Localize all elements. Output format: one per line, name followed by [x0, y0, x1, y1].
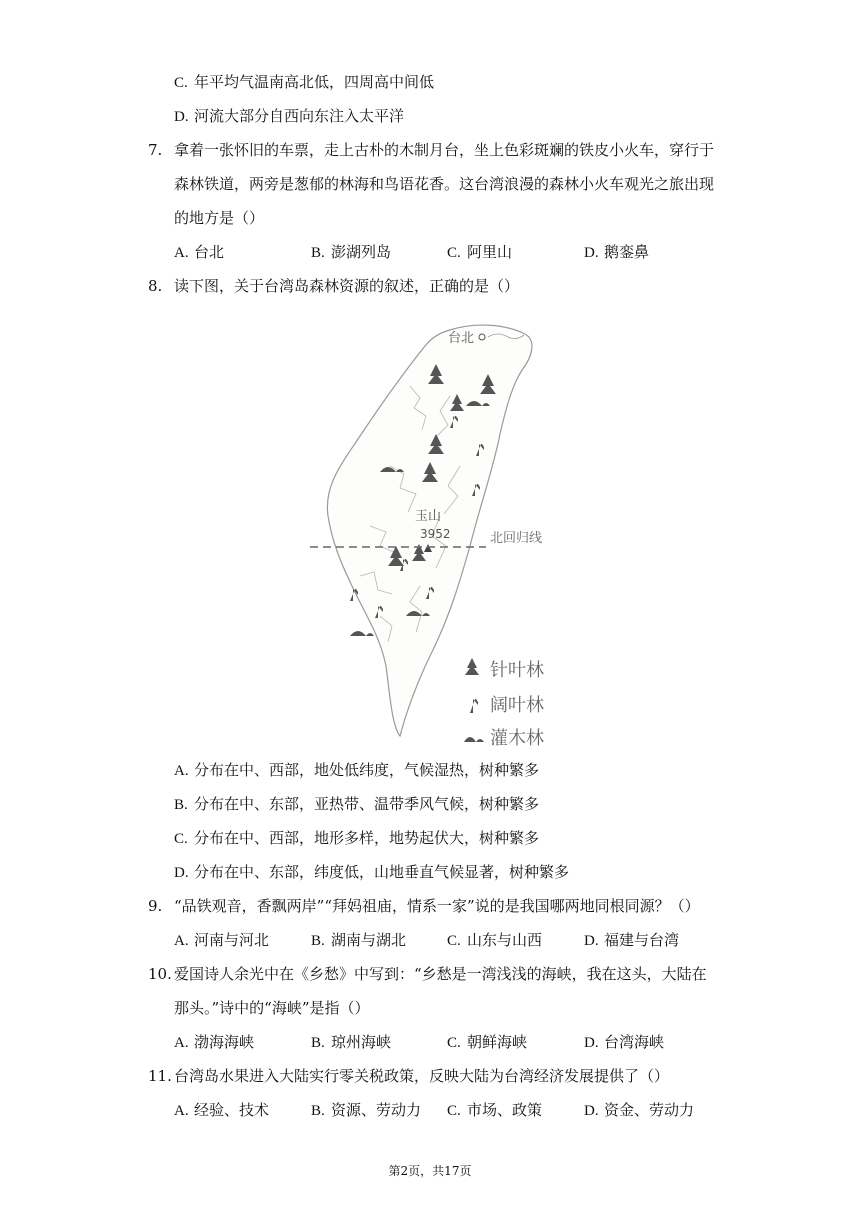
- q10-option-b: B. 琼州海峡: [311, 1033, 392, 1051]
- q9-option-d: D. 福建与台湾: [584, 931, 680, 949]
- q11-stem: 台湾岛水果进入大陆实行零关税政策，反映大陆为台湾经济发展提供了（）: [174, 1067, 670, 1085]
- q7-option-a: A. 台北: [174, 243, 225, 261]
- q9-option-a: A. 河南与河北: [174, 931, 270, 949]
- q11-option-d: D. 资金、劳动力: [584, 1101, 695, 1119]
- yushan-label: 玉山: [415, 509, 442, 524]
- q7-stem-line-3: 的地方是（）: [174, 209, 265, 227]
- q10-number: 10.: [148, 965, 172, 983]
- q10-stem-line-1: 爱国诗人余光中在《乡愁》中写到：“乡愁是一湾浅浅的海峡，我在这头，大陆在: [174, 965, 707, 983]
- q9-number: 9.: [148, 897, 163, 915]
- q8-option-d: D. 分布在中、东部，纬度低，山地垂直气候显著，树种繁多: [174, 863, 570, 881]
- q7-number: 7.: [148, 141, 163, 159]
- q6-option-c: C. 年平均气温南高北低，四周高中间低: [174, 73, 435, 91]
- q10-stem-line-2: 那头。”诗中的“海峡”是指（）: [174, 999, 370, 1017]
- q8-number: 8.: [148, 277, 163, 295]
- q8-stem: 读下图，关于台湾岛森林资源的叙述，正确的是（）: [174, 277, 520, 295]
- q11-option-a: A. 经验、技术: [174, 1101, 270, 1119]
- legend-broadleaf-label: 阔叶林: [490, 695, 544, 716]
- q10-option-c: C. 朝鲜海峡: [447, 1033, 528, 1051]
- q7-stem-line-1: 拿着一张怀旧的车票，走上古朴的木制月台，坐上色彩斑斓的铁皮小火车，穿行于: [174, 141, 715, 159]
- q9-stem: “品铁观音，香飘两岸”“拜妈祖庙，情系一家”说的是我国哪两地同根同源？（）: [174, 897, 700, 915]
- tropic-label: 北回归线: [490, 531, 543, 546]
- q7-option-b: B. 澎湖列岛: [311, 243, 392, 261]
- taipei-label: 台北: [448, 331, 475, 346]
- legend-shrub-icon: [464, 737, 484, 742]
- q7-option-c: C. 阿里山: [447, 243, 513, 261]
- q10-option-d: D. 台湾海峡: [584, 1033, 665, 1051]
- q7-option-d: D. 鹅銮鼻: [584, 243, 650, 261]
- legend-conifer-icon: [465, 658, 479, 675]
- legend-shrub-label: 灌木林: [490, 728, 544, 749]
- q11-option-b: B. 资源、劳动力: [311, 1101, 422, 1119]
- q8-option-a: A. 分布在中、西部，地处低纬度，气候湿热，树种繁多: [174, 761, 540, 779]
- yushan-height: 3952: [420, 527, 451, 541]
- legend-broadleaf-icon: [470, 699, 478, 713]
- taiwan-forest-map: [300, 316, 570, 756]
- q9-option-c: C. 山东与山西: [447, 931, 543, 949]
- q6-option-d: D. 河流大部分自西向东注入太平洋: [174, 107, 405, 125]
- q10-option-a: A. 渤海海峡: [174, 1033, 255, 1051]
- q7-stem-line-2: 森林铁道，两旁是葱郁的林海和鸟语花香。这台湾浪漫的森林小火车观光之旅出现: [174, 175, 715, 193]
- q11-option-c: C. 市场、政策: [447, 1101, 543, 1119]
- map-legend: [464, 658, 544, 749]
- q8-option-c: C. 分布在中、西部，地形多样，地势起伏大，树种繁多: [174, 829, 540, 847]
- q9-option-b: B. 湖南与湖北: [311, 931, 407, 949]
- shrub-icon: [350, 631, 374, 636]
- page-footer: 第2页，共17页: [388, 1164, 472, 1178]
- q8-option-b: B. 分布在中、东部，亚热带、温带季风气候，树种繁多: [174, 795, 540, 813]
- q11-number: 11.: [148, 1067, 172, 1085]
- legend-conifer-label: 针叶林: [490, 660, 544, 681]
